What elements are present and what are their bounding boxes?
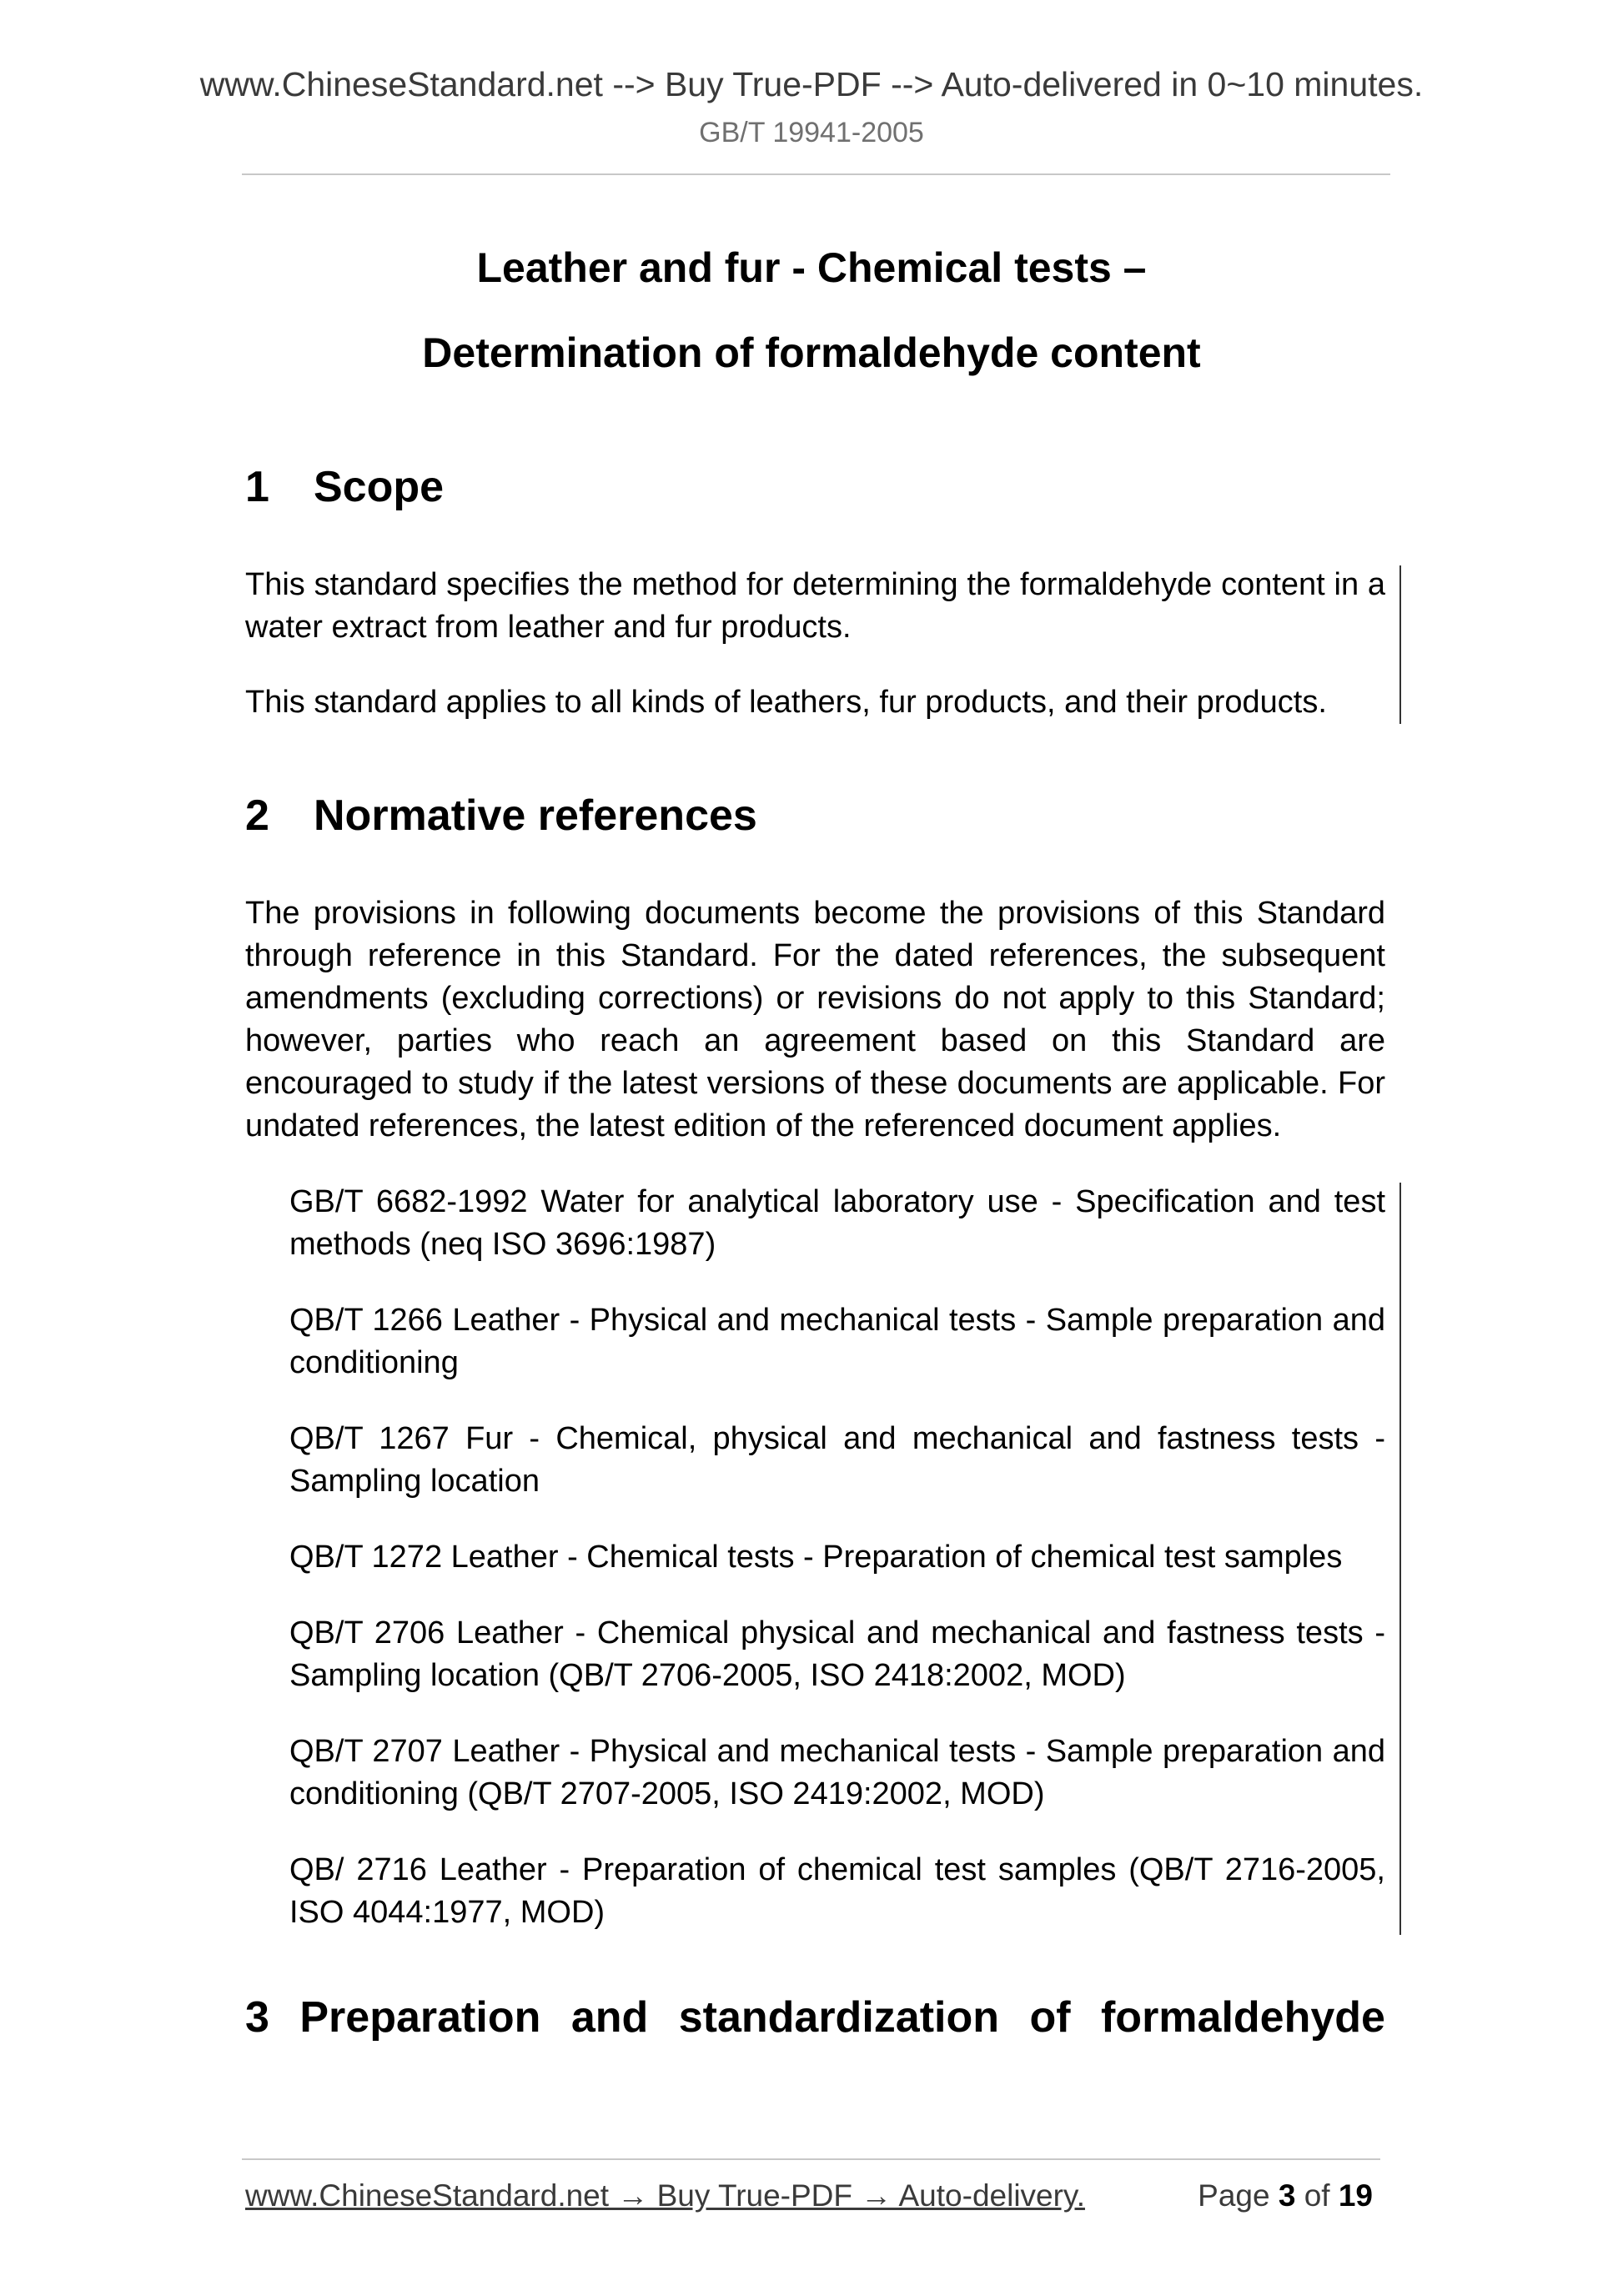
footer-divider	[242, 2158, 1380, 2160]
page-current: 3	[1278, 2178, 1296, 2213]
section1-paragraph: This standard applies to all kinds of leathers, fur products, and their products.	[245, 685, 1327, 720]
page-of: of	[1304, 2178, 1330, 2213]
page-prefix: Page	[1198, 2178, 1270, 2213]
section3-word: formaldehyde	[1100, 1993, 1385, 2042]
reference-item: GB/T 6682-1992 Water for analytical laboratory use - Specification and test methods (neq ISO 3696:1987)	[289, 1184, 1385, 1262]
section2-heading	[245, 791, 757, 841]
reference-item: QB/T 1267 Fur - Chemical, physical and mechanical and fastness tests - Sampling location	[289, 1421, 1385, 1499]
reference-item: QB/ 2716 Leather - Preparation of chemical test samples (QB/T 2716-2005, ISO 4044:1977, MOD)	[289, 1852, 1385, 1930]
section1-heading	[245, 462, 444, 512]
section3-word: and	[570, 1993, 649, 2042]
section3-word: of	[1029, 1993, 1071, 2042]
reference-item: QB/T 1266 Leather - Physical and mechanical tests - Sample preparation and conditioning	[289, 1303, 1385, 1380]
page-total: 19	[1338, 2178, 1373, 2213]
doc-title-line2: Determination of formaldehyde content	[422, 329, 1201, 376]
section3-number: 3	[245, 1993, 269, 2042]
reference-item: QB/T 1272 Leather - Chemical tests - Preparation of chemical test samples	[289, 1540, 1343, 1575]
change-bar	[1399, 565, 1401, 724]
section1-paragraph: This standard specifies the method for determining the formaldehyde content in a water extract from leather and fur products.	[245, 567, 1385, 645]
reference-item: QB/T 2707 Leather - Physical and mechanical tests - Sample preparation and conditioning (QB/T 2707-2005, ISO 2419:2002, MOD)	[289, 1734, 1385, 1811]
page-number	[1198, 2178, 1373, 2213]
section1-number: 1	[245, 463, 269, 511]
section3-word: standardization	[678, 1993, 999, 2042]
change-bar	[1399, 1183, 1401, 1935]
header-banner[interactable]: www.ChineseStandard.net --> Buy True-PDF --> Auto-delivered in 0~10 minutes.	[199, 65, 1424, 103]
section3-heading	[245, 1992, 1385, 2042]
section1-title: Scope	[314, 463, 445, 511]
section2-number: 2	[245, 791, 269, 840]
section2-intro: The provisions in following documents become the provisions of this Standard through reference in this Standard. For the dated references, the subsequent amendments (excluding corrections) or revisions do not apply to this Standard; however, parties who reach an agreement based on this Standard are encouraged to study if the latest versions of these documents are applicable. For undated references, the latest edition of the referenced document applies.	[245, 896, 1385, 1143]
section3-word: Preparation	[299, 1993, 541, 2042]
header-divider	[242, 173, 1390, 175]
footer-link[interactable]: www.ChineseStandard.net → Buy True-PDF → Auto-delivery.	[245, 2178, 1085, 2213]
section2-title: Normative references	[314, 791, 757, 840]
reference-item: QB/T 2706 Leather - Chemical physical and mechanical and fastness tests - Sampling location (QB/T 2706-2005, ISO 2418:2002, MOD)	[289, 1615, 1385, 1693]
doc-title-line1: Leather and fur - Chemical tests –	[476, 244, 1147, 291]
standard-id: GB/T 19941-2005	[699, 117, 924, 148]
